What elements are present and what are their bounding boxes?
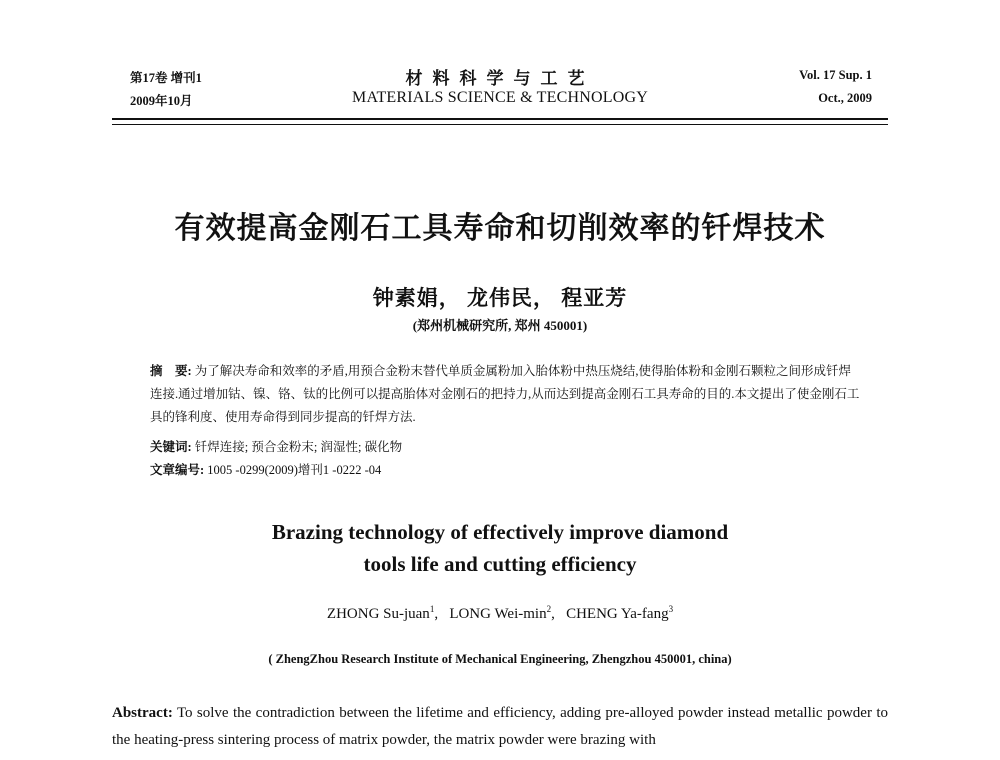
affiliation-en: ( ZhengZhou Research Institute of Mechanical Engineering, Zhengzhou 450001, china) [268, 652, 732, 666]
header-volume-en: Vol. 17 Sup. 1 [799, 68, 872, 82]
abstract-en [112, 700, 888, 754]
header-rule-thin [112, 124, 888, 125]
paper-title-en-line1: Brazing technology of effectively improve diamond [271, 520, 729, 544]
header-rule-thick [112, 118, 888, 120]
paper-title-en [0, 516, 1000, 580]
header-volume-issue: 第17卷 增刊1 [130, 71, 202, 85]
abstract-cn-label: 摘 要: [150, 364, 192, 378]
keywords-cn [150, 437, 402, 455]
author-1: ZHONG Su-juan [326, 606, 430, 622]
authors-cn: 钟素娟， 龙伟民， 程亚芳 [372, 286, 628, 310]
abstract-en-label: Abstract: [112, 705, 173, 721]
header-date-en: Oct., 2009 [818, 91, 872, 105]
paper-title-cn: 有效提高金刚石工具寿命和切削效率的钎焊技术 [174, 211, 826, 246]
article-id-text: 1005 -0299(2009)增刊1 -0222 -04 [207, 463, 382, 477]
author-3-sup: 3 [668, 604, 674, 614]
header-date-cn: 2009年10月 [130, 94, 193, 108]
authors-en: ZHONG Su-juan$^1$, LONG Wei-$\min^2$, CHENG Ya-fang$^3$ [326, 604, 674, 622]
keywords-cn-text: 钎焊连接; 预合金粉末; 润湿性; 碳化物 [194, 440, 403, 454]
paper-title-en-line2: tools life and cutting efficiency [363, 552, 637, 576]
abstract-cn-text: 为了解决寿命和效率的矛盾,用预合金粉末替代单质金属粉加入胎体粉中热压烧结,使得胎体粉和金刚石颗粒之间形成钎焊连接.通过增加钴、镍、铬、钛的比例可以提高胎体对金刚石的把持力,从而达到提高金刚石工具寿命的目的.本文提出了使金刚石工具的锋利度、使用寿命得到同步提高的钎焊方法. [150, 364, 860, 424]
author-1-sup: 1 [429, 604, 435, 614]
article-id [150, 460, 381, 478]
article-id-label: 文章编号: [150, 463, 205, 477]
journal-name-cn: 材料科学与工艺 [405, 69, 595, 88]
author-2-sup: 2 [546, 604, 552, 614]
author-2: LONG Wei-min [449, 606, 547, 622]
author-3: CHENG Ya-fang [566, 606, 669, 622]
abstract-cn [150, 360, 862, 429]
abstract-en-text: To solve the contradiction between the lifetime and efficiency, adding pre-alloyed powder instead metallic powder to the heating-press sintering process of matrix powder, the matrix powder were brazing with [112, 705, 888, 748]
journal-name-en: MATERIALS SCIENCE & TECHNOLOGY [352, 89, 648, 106]
affiliation-cn: (郑州机械研究所, 郑州 450001) [412, 318, 588, 333]
keywords-cn-label: 关键词: [150, 440, 192, 454]
